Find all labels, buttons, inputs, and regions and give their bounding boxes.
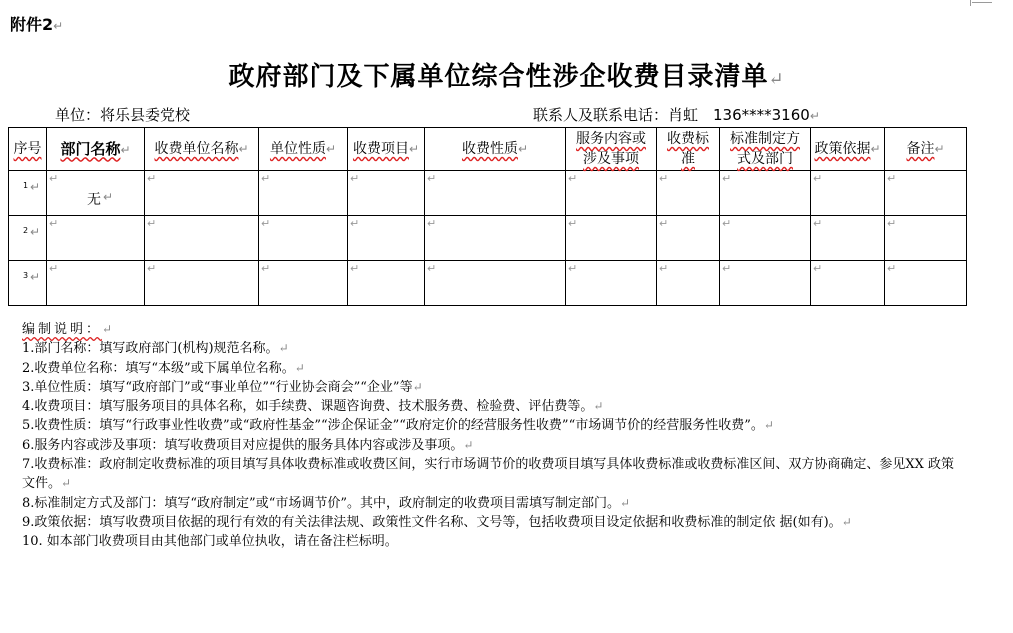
notes-heading: 编制说明：↵ (22, 322, 116, 337)
column-header: 收费性质↵ (425, 128, 566, 171)
table-cell[interactable]: ↵ (720, 261, 811, 306)
attachment-label: 附件2↵ (10, 15, 64, 34)
note-item: 7.收费标准：政府制定收费标准的项目填写具体收费标准或收费区间，实行市场调节价的收费项目填写具体收费标准或收费标准区间、双方协商确定、参见XX 政策文件。↵ (22, 457, 955, 492)
table-cell[interactable]: ↵ (348, 261, 425, 306)
row-number-cell[interactable]: 3 ↵ (9, 261, 47, 306)
table-cell[interactable]: ↵ (259, 261, 348, 306)
compilation-notes (22, 320, 982, 552)
table-cell[interactable]: ↵ (348, 171, 425, 216)
table-row (9, 171, 967, 216)
column-header: 单位性质↵ (259, 128, 348, 171)
table-cell[interactable]: ↵ (566, 216, 657, 261)
table-cell[interactable]: ↵ (885, 171, 967, 216)
table-cell[interactable]: ↵ (657, 216, 720, 261)
table-cell[interactable]: ↵ (425, 261, 566, 306)
column-header: 收费标准 (657, 128, 720, 171)
table-cell[interactable]: ↵ (885, 261, 967, 306)
table-cell[interactable]: ↵ (348, 216, 425, 261)
column-header: 收费单位名称↵ (145, 128, 259, 171)
margin-mark (972, 2, 992, 3)
table-cell[interactable]: ↵ (657, 261, 720, 306)
column-header: 备注↵ (885, 128, 967, 171)
table-cell[interactable]: ↵ (145, 171, 259, 216)
note-item: 1.部门名称：填写政府部门(机构)规范名称。↵ (22, 341, 289, 357)
table-cell[interactable]: ↵ (145, 216, 259, 261)
column-header: 收费项目↵ (348, 128, 425, 171)
column-header: 政策依据↵ (811, 128, 885, 171)
table-cell[interactable]: ↵ (259, 216, 348, 261)
note-item: 3.单位性质：填写“政府部门”或“事业单位”“行业协会商会”“企业”等↵ (22, 379, 423, 395)
table-cell[interactable]: ↵ (425, 171, 566, 216)
department-cell[interactable]: ↵ (47, 261, 145, 306)
table-cell[interactable]: ↵ (145, 261, 259, 306)
row-number-cell[interactable]: 2 ↵ (9, 216, 47, 261)
note-item: 10. 如本部门收费项目由其他部门或单位执收，请在备注栏标明。 (22, 534, 398, 550)
table-cell[interactable]: ↵ (425, 216, 566, 261)
table-cell[interactable]: ↵ (811, 216, 885, 261)
note-item: 8.标准制定方式及部门：填写“政府制定”或“市场调节价”。其中，政府制定的收费项目需填写制定部门。↵ (22, 495, 631, 511)
table-cell[interactable]: ↵ (811, 171, 885, 216)
document-title: 政府部门及下属单位综合性涉企收费目录清单↵ (228, 62, 785, 92)
table-cell[interactable]: ↵ (566, 171, 657, 216)
margin-mark (970, 0, 971, 6)
contact-label: 联系人及联系电话：肖虹 136****3160↵ (533, 106, 820, 124)
table-cell[interactable]: ↵ (566, 261, 657, 306)
note-item: 9.政策依据：填写收费项目依据的现行有效的有关法律法规、政策性文件名称、文号等，包括收费项目设定依据和收费标准的制定依 据(如有)。↵ (22, 514, 852, 530)
note-item: 6.服务内容或涉及事项：填写收费项目对应提供的服务具体内容或涉及事项。↵ (22, 437, 474, 453)
note-item: 2.收费单位名称：填写“本级”或下属单位名称。↵ (22, 360, 305, 376)
department-cell[interactable]: ↵ 无 ↵ (47, 171, 145, 216)
table-cell[interactable]: ↵ (657, 171, 720, 216)
row-number-cell[interactable]: 1 ↵ (9, 171, 47, 216)
note-item: 4.收费项目：填写服务项目的具体名称，如手续费、课题咨询费、技术服务费、检验费、评估费等。↵ (22, 399, 604, 415)
column-header: 标准制定方式及部门 (720, 128, 811, 171)
table-cell[interactable]: ↵ (811, 261, 885, 306)
column-header: 部门名称↵ (47, 128, 145, 171)
table-header-row (9, 128, 967, 171)
fee-table (8, 127, 967, 306)
column-header: 服务内容或涉及事项 (566, 128, 657, 171)
table-cell[interactable]: ↵ (720, 171, 811, 216)
column-header: 序号 (9, 128, 47, 171)
note-item: 5.收费性质：填写“行政事业性收费”或“政府性基金”“涉企保证金”“政府定价的经营服务性收费”“市场调节价的经营服务性收费”。↵ (22, 418, 774, 434)
table-row (9, 216, 967, 261)
table-row (9, 261, 967, 306)
table-cell[interactable]: ↵ (720, 216, 811, 261)
table-cell[interactable]: ↵ (885, 216, 967, 261)
unit-label: 单位：将乐县委党校 (55, 106, 191, 124)
table-cell[interactable]: ↵ (259, 171, 348, 216)
department-cell[interactable]: ↵ (47, 216, 145, 261)
